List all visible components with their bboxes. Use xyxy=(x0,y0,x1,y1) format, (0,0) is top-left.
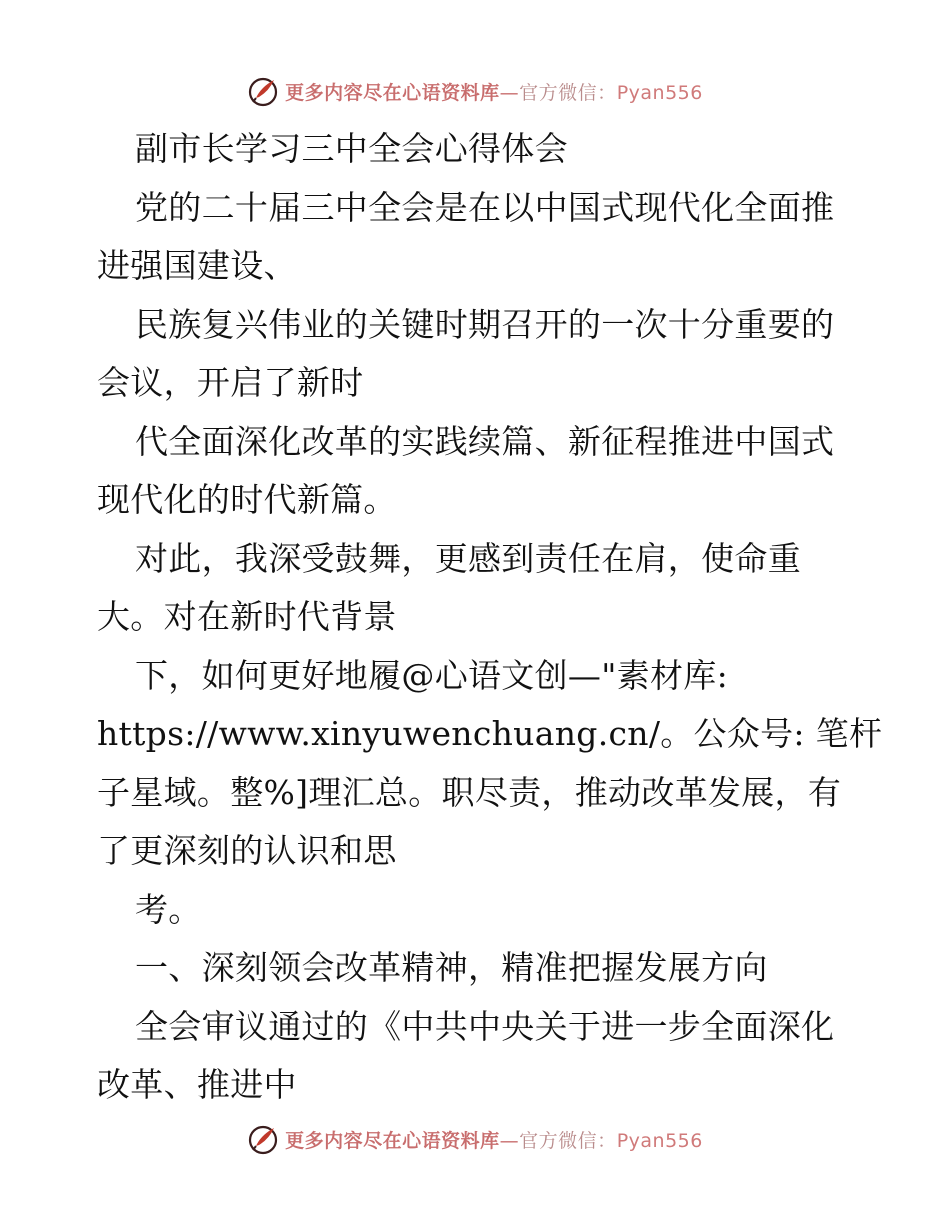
section-heading: 一、深刻领会改革精神，精准把握发展方向 xyxy=(135,948,768,987)
paragraph-line: 考。 xyxy=(135,889,202,929)
watermark-brand: 更多内容尽在心语资料库 xyxy=(285,1129,500,1152)
watermark-brand: 更多内容尽在心语资料库 xyxy=(285,81,500,104)
quill-logo-icon xyxy=(247,75,279,107)
watermark-dash: — xyxy=(499,81,520,104)
watermark-official-label: 官方微信： xyxy=(519,81,617,104)
paragraph-line: 了更深刻的认识和思 xyxy=(97,831,397,870)
header-watermark xyxy=(0,71,950,111)
paragraph-line: 下，如何更好地履@心语文创—"素材库: xyxy=(135,655,728,695)
watermark-wechat-id: Pyan556 xyxy=(616,81,703,104)
paragraph-line: 现代化的时代新篇。 xyxy=(97,480,397,519)
paragraph-line: 对此，我深受鼓舞，更感到责任在肩，使命重 xyxy=(135,538,801,578)
paragraph-line-url: https://www.xinyuwenchuang.cn/。公众号: 笔杆 xyxy=(97,714,883,753)
paragraph-line: 改革、推进中 xyxy=(97,1065,297,1104)
paragraph-line: 民族复兴伟业的关键时期召开的一次十分重要的 xyxy=(135,304,835,344)
paragraph-line: 大。对在新时代背景 xyxy=(97,597,397,636)
document-title: 副市长学习三中全会心得体会 xyxy=(135,129,568,168)
paragraph-line: 全会审议通过的《中共中央关于进一步全面深化 xyxy=(135,1006,835,1046)
watermark-official-label: 官方微信： xyxy=(519,1129,617,1152)
watermark-wechat-id: Pyan556 xyxy=(616,1129,703,1152)
paragraph-line: 会议，开启了新时 xyxy=(97,363,364,402)
footer-watermark xyxy=(0,1119,950,1159)
quill-logo-icon xyxy=(247,1123,279,1155)
paragraph-line: 代全面深化改革的实践续篇、新征程推进中国式 xyxy=(135,421,835,461)
paragraph-line: 进强国建设、 xyxy=(97,246,297,285)
document-body xyxy=(97,120,883,1115)
paragraph-line: 子星域。整%]理汇总。职尽责，推动改革发展，有 xyxy=(97,772,842,812)
watermark-dash: — xyxy=(499,1129,520,1152)
paragraph-line: 党的二十届三中全会是在以中国式现代化全面推 xyxy=(135,187,835,227)
